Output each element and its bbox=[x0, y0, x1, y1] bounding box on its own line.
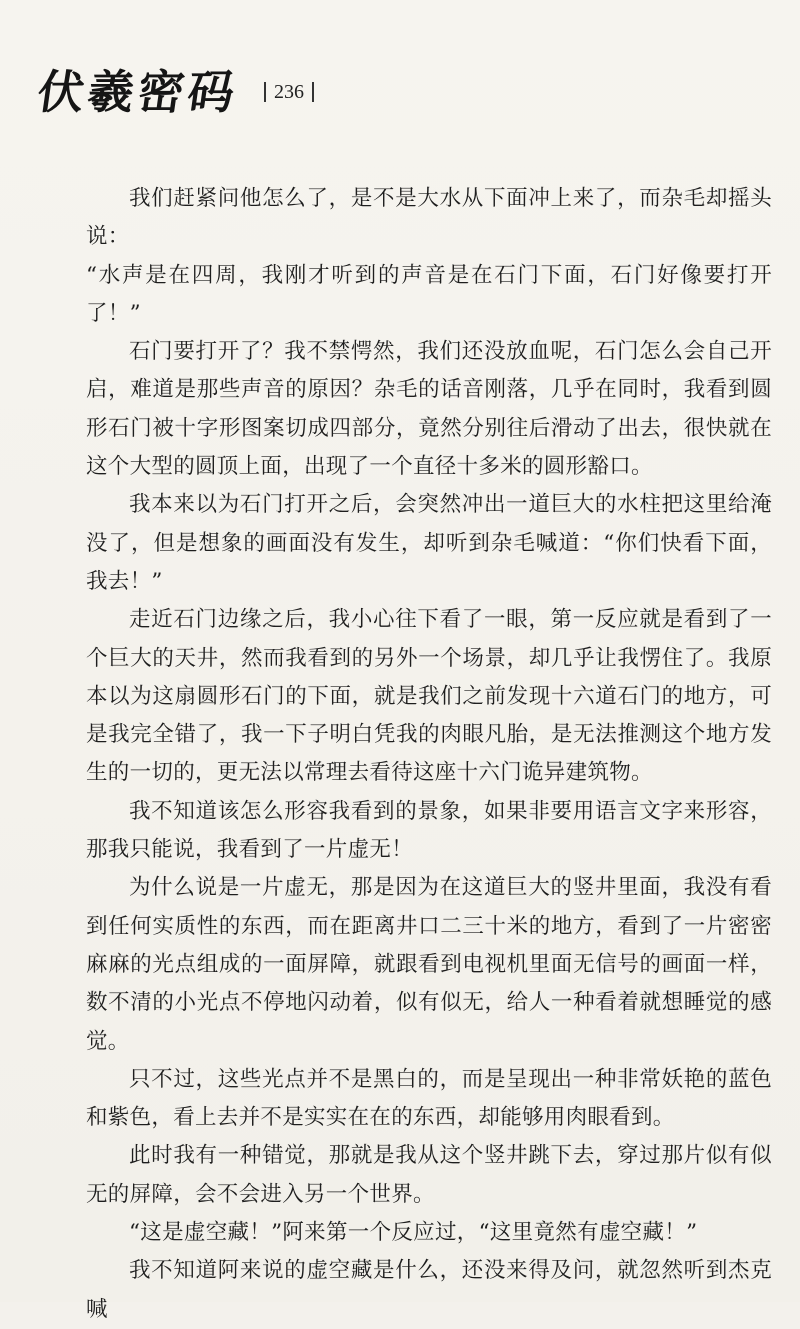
paragraph: “这是虚空藏！”阿来第一个反应过，“这里竟然有虚空藏！” bbox=[129, 1220, 698, 1246]
page-number-box bbox=[256, 81, 322, 104]
body-text bbox=[86, 180, 772, 1329]
paragraph: 为什么说是一片虚无，那是因为在这道巨大的竖井里面，我没有看到任何实质性的东西，而在距离井口二三十米的地方，看到了一片密密麻麻的光点组成的一面屏障，就跟看到电视机里面无信号的画面一样，数不清的小光点不停地闪动着，似有似无，给人一种看着就想睡觉的感觉。 bbox=[86, 875, 772, 1054]
paragraph: 走近石门边缘之后，我小心往下看了一眼，第一反应就是看到了一个巨大的天井，然而我看到的另外一个场景，却几乎让我愣住了。我原本以为这扇圆形石门的下面，就是我们之前发现十六道石门的地方，可是我完全错了，我一下子明白凭我的肉眼凡胎，是无法推测这个地方发生的一切的，更无法以常理去看待这座十六门诡异建筑物。 bbox=[86, 607, 772, 786]
paragraph: 我们赶紧问他怎么了，是不是大水从下面冲上来了，而杂毛却摇头说： bbox=[86, 186, 772, 250]
paragraph: 石门要打开了？我不禁愕然，我们还没放血呢，石门怎么会自己开启，难道是那些声音的原因？杂毛的话音刚落，几乎在同时，我看到圆形石门被十字形图案切成四部分，竟然分别往后滑动了出去，很快就在这个大型的圆顶上面，出现了一个直径十多米的圆形豁口。 bbox=[86, 339, 772, 480]
paragraph: 我本来以为石门打开之后，会突然冲出一道巨大的水柱把这里给淹没了，但是想象的画面没有发生，却听到杂毛喊道：“你们快看下面，我去！” bbox=[86, 492, 772, 594]
paragraph: 此时我有一种错觉，那就是我从这个竖井跳下去，穿过那片似有似无的屏障，会不会进入另一个世界。 bbox=[86, 1143, 772, 1207]
left-divider bbox=[264, 82, 266, 102]
paragraph: 只不过，这些光点并不是黑白的，而是呈现出一种非常妖艳的蓝色和紫色，看上去并不是实实在在的东西，却能够用肉眼看到。 bbox=[86, 1066, 772, 1131]
paragraph: 我不知道阿来说的虚空藏是什么，还没来得及问，就忽然听到杰克喊 bbox=[86, 1258, 772, 1322]
paragraph: 我不知道该怎么形容我看到的景象，如果非要用语言文字来形容，那我只能说，我看到了一片虚无！ bbox=[86, 798, 772, 863]
page-number: 236 bbox=[274, 80, 304, 103]
book-title: 伏羲密码 bbox=[34, 65, 242, 119]
paragraph: “水声是在四周，我刚才听到的声音是在石门下面，石门好像要打开了！” bbox=[86, 262, 772, 326]
page-header bbox=[34, 62, 322, 122]
right-divider bbox=[312, 82, 314, 102]
